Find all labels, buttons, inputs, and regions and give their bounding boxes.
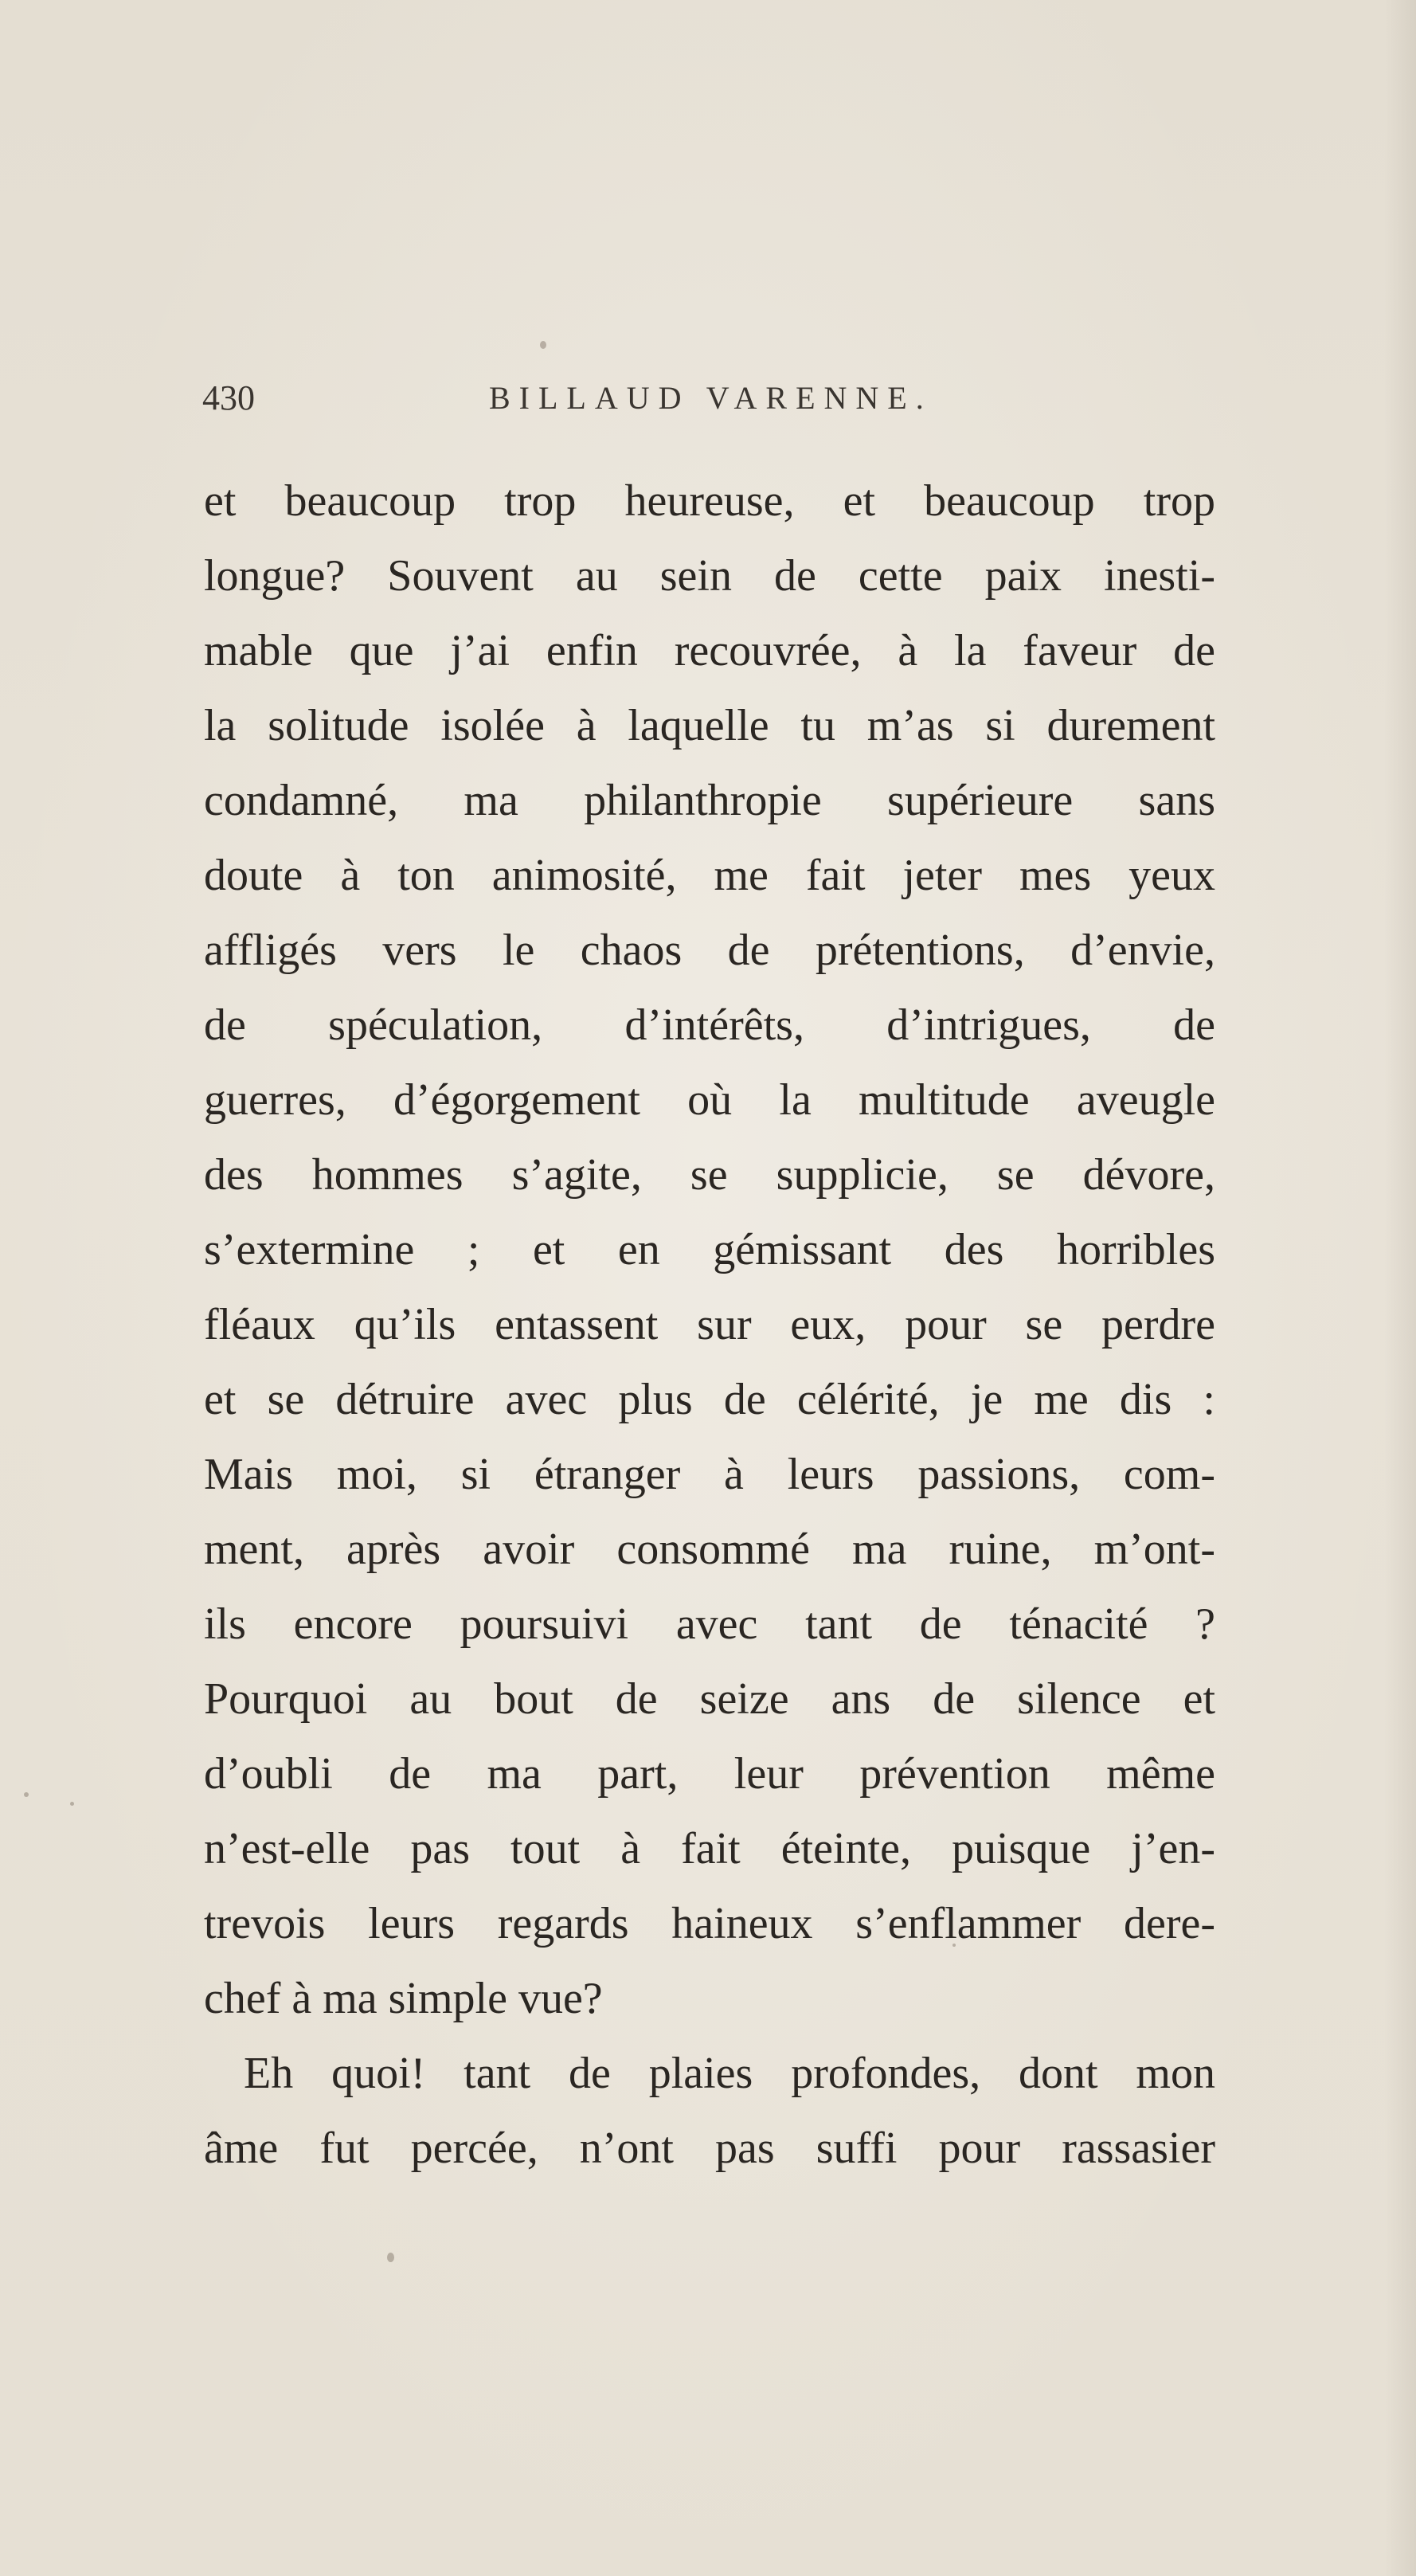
- text-line: n’est-elle pas tout à fait éteinte, puisque j’en-: [204, 1824, 1215, 1873]
- text-line: ment, après avoir consommé ma ruine, m’ont-: [204, 1525, 1215, 1574]
- running-head-title: BILLAUD VARENNE.: [489, 380, 933, 416]
- page-number: 430: [202, 378, 255, 417]
- page-edge-shadow: [1384, 0, 1416, 2576]
- text-line: chef à ma simple vue?: [204, 1974, 603, 2023]
- paper-speck: [70, 1802, 74, 1806]
- text-line: des hommes s’agite, se supplicie, se dévore,: [204, 1150, 1215, 1200]
- text-line: longue? Souvent au sein de cette paix inesti-: [204, 551, 1215, 601]
- text-line: et beaucoup trop heureuse, et beaucoup trop: [204, 476, 1215, 526]
- text-line: doute à ton animosité, me fait jeter mes yeux: [204, 851, 1215, 900]
- paper-speck: [24, 1792, 29, 1797]
- text-line: affligés vers le chaos de prétentions, d’envie,: [204, 926, 1215, 975]
- text-line: trevois leurs regards haineux s’enflammer dere-: [204, 1899, 1215, 1948]
- text-line: et se détruire avec plus de célérité, je me dis :: [204, 1375, 1215, 1424]
- body-text: [204, 464, 1215, 2186]
- text-line: mable que j’ai enfin recouvrée, à la faveur de: [204, 626, 1215, 675]
- text-line: Pourquoi au bout de seize ans de silence et: [204, 1674, 1215, 1724]
- paper-speck: [540, 341, 546, 349]
- text-line: d’oubli de ma part, leur prévention même: [204, 1749, 1215, 1799]
- text-line: de spéculation, d’intérêts, d’intrigues, de: [204, 1000, 1215, 1050]
- text-line: fléaux qu’ils entassent sur eux, pour se perdre: [204, 1300, 1215, 1349]
- text-line: s’extermine ; et en gémissant des horribles: [204, 1225, 1215, 1274]
- text-line: ils encore poursuivi avec tant de ténacité ?: [204, 1599, 1215, 1649]
- running-header: [202, 374, 1222, 422]
- text-line: âme fut percée, n’ont pas suffi pour rassasier: [204, 2124, 1215, 2173]
- text-line: la solitude isolée à laquelle tu m’as si durement: [204, 701, 1215, 750]
- text-line: Mais moi, si étranger à leurs passions, com-: [204, 1450, 1215, 1499]
- text-line: Eh quoi! tant de plaies profondes, dont mon: [244, 2049, 1215, 2098]
- text-line: condamné, ma philanthropie supérieure sans: [204, 776, 1215, 825]
- paper-speck: [387, 2253, 394, 2262]
- text-line: guerres, d’égorgement où la multitude aveugle: [204, 1075, 1215, 1125]
